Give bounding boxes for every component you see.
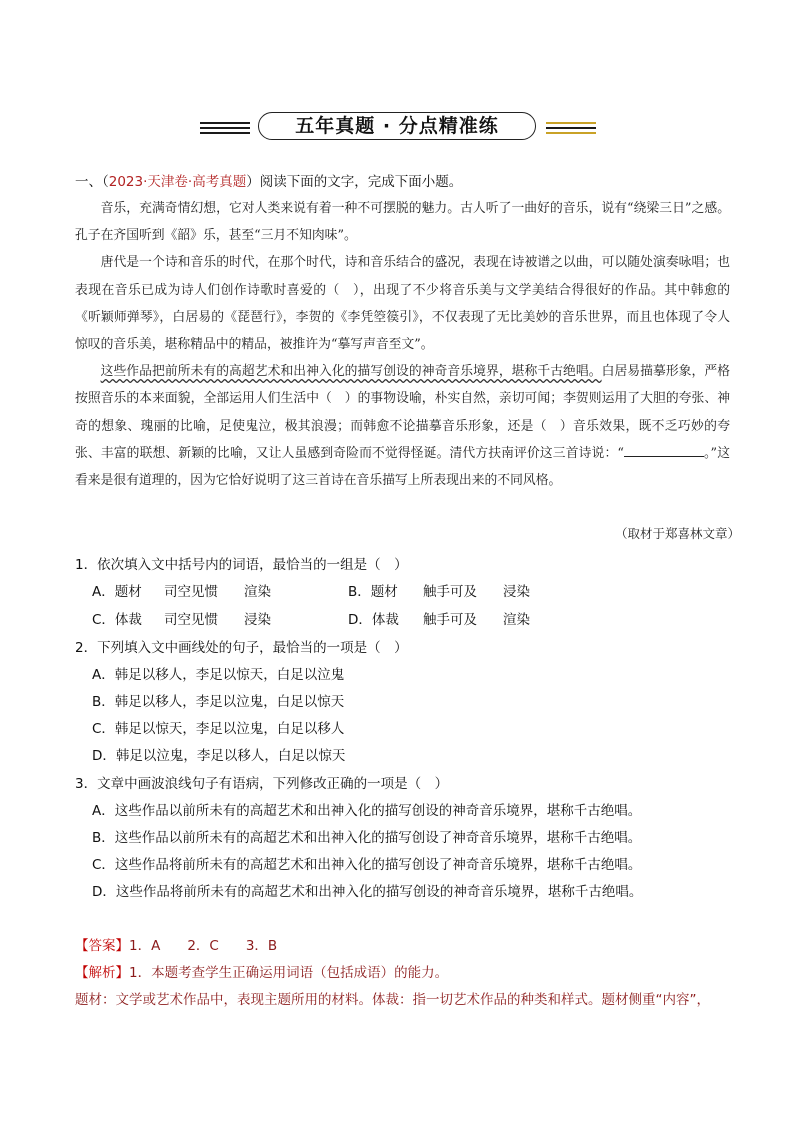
passage-paragraph-3-end: 。”这看来是很有道理的，因为它恰好说明了这三首诗在音乐描写上所表现出来的不同风格。 xyxy=(75,445,730,489)
passage-paragraph-1: 音乐，充满奇情幻想，它对人类来说有着一种不可摆脱的魅力。古人听了一曲好的音乐，说有“绕梁三日”之感。孔子在齐国听到《韶》乐，甚至“三月不知肉味”。 xyxy=(75,201,730,244)
banner-title: 五年真题 · 分点精准练 xyxy=(258,112,536,140)
question-1-stem: 1．依次填入文中括号内的词语，最恰当的一组是（ ） xyxy=(75,557,408,573)
question-header xyxy=(75,170,462,190)
fill-blank-line xyxy=(624,442,704,457)
question-3-stem: 3．文章中画波浪线句子有语病，下列修改正确的一项是（ ） xyxy=(75,776,449,792)
banner-decoration-left xyxy=(200,122,250,137)
section-banner xyxy=(0,112,794,142)
q3-option-c: C．这些作品将前所未有的高超艺术和出神入化的描写创设了神奇音乐境界，堪称千古绝唱。 xyxy=(92,857,642,873)
answer-line xyxy=(75,934,277,954)
banner-decoration-right xyxy=(546,122,596,137)
question-source: 2023·天津卷·高考真题 xyxy=(108,174,247,190)
passage-source: （取材于郑喜林文章） xyxy=(614,526,740,541)
answer-text: 1．A 2．C 3．B xyxy=(129,938,278,954)
passage-paragraph-3 xyxy=(75,358,730,494)
analysis-line-2: 题材：文学或艺术作品中，表现主题所用的材料。体裁：指一切艺术作品的种类和样式。题材侧重“内容”， xyxy=(75,992,710,1008)
question-2-stem: 2．下列填入文中画线处的句子，最恰当的一项是（ ） xyxy=(75,640,408,656)
q3-option-b: B．这些作品以前所未有的高超艺术和出神入化的描写创设了神奇音乐境界，堪称千古绝唱。 xyxy=(92,830,642,846)
q1-option-b: B．题材 触手可及 浸染 xyxy=(348,584,530,600)
q3-option-d: D．这些作品将前所未有的高超艺术和出神入化的描写创设的神奇音乐境界，堪称千古绝唱。 xyxy=(92,884,643,900)
q2-option-d: D．韩足以泣鬼，李足以移人，白足以惊天 xyxy=(92,748,346,764)
passage-paragraph-3-text: 白居易描摹形象，严格按照音乐的本来面貌，全部运用人们生活中（ ）的事物设喻，朴实自然，亲切可闻；李贺则运用了大胆的夸张、神奇的想象、瑰丽的比喻，足使鬼泣，极其浪漫；而韩愈不论描摹音乐形象，还是（ ）音乐效果，既不乏巧妙的夸张、丰富的联想、新颖的比喻，又让人虽感到奇险而不觉得怪诞。清代方扶南评价这三首诗说：“ xyxy=(75,364,731,461)
q1-option-d: D．体裁 触手可及 渲染 xyxy=(348,612,530,628)
answer-label: 【答案】 xyxy=(75,938,129,954)
analysis-text: 1．本题考查学生正确运用词语（包括成语）的能力。 xyxy=(129,965,449,981)
reading-passage xyxy=(75,195,730,494)
q3-option-a: A．这些作品以前所未有的高超艺术和出神入化的描写创设的神奇音乐境界，堪称千古绝唱。 xyxy=(92,803,642,819)
q2-option-b: B．韩足以移人，李足以泣鬼，白足以惊天 xyxy=(92,694,345,710)
wavy-underlined-sentence: 这些作品把前所未有的高超艺术和出神入化的描写创设的神奇音乐境界，堪称千古绝唱。 xyxy=(100,364,602,380)
q1-option-c: C．体裁 司空见惯 浸染 xyxy=(92,612,271,628)
passage-paragraph-2: 唐代是一个诗和音乐的时代，在那个时代，诗和音乐结合的盛况，表现在诗被谱之以曲，可以随处演奏咏唱；也表现在音乐已成为诗人们创作诗歌时喜爱的（ ），出现了不少将音乐美与文学美结合得很好的作品。其中韩愈的《听颖师弹琴》，白居易的《琵琶行》，李贺的《李凭箜篌引》，不仅表现了无比美妙的音乐世界，而且也体现了令人惊叹的音乐美，堪称精品中的精品，被推许为“摹写声音至文”。 xyxy=(75,255,730,353)
q2-option-a: A．韩足以移人，李足以惊天，白足以泣鬼 xyxy=(92,667,345,683)
question-header-suffix: ）阅读下面的文字，完成下面小题。 xyxy=(246,174,463,190)
q1-option-a: A．题材 司空见惯 渲染 xyxy=(92,584,271,600)
analysis-label: 【解析】 xyxy=(75,965,129,981)
question-header-prefix: 一、（ xyxy=(75,174,109,190)
q2-option-c: C．韩足以惊天，李足以泣鬼，白足以移人 xyxy=(92,721,345,737)
analysis-line xyxy=(75,961,448,981)
